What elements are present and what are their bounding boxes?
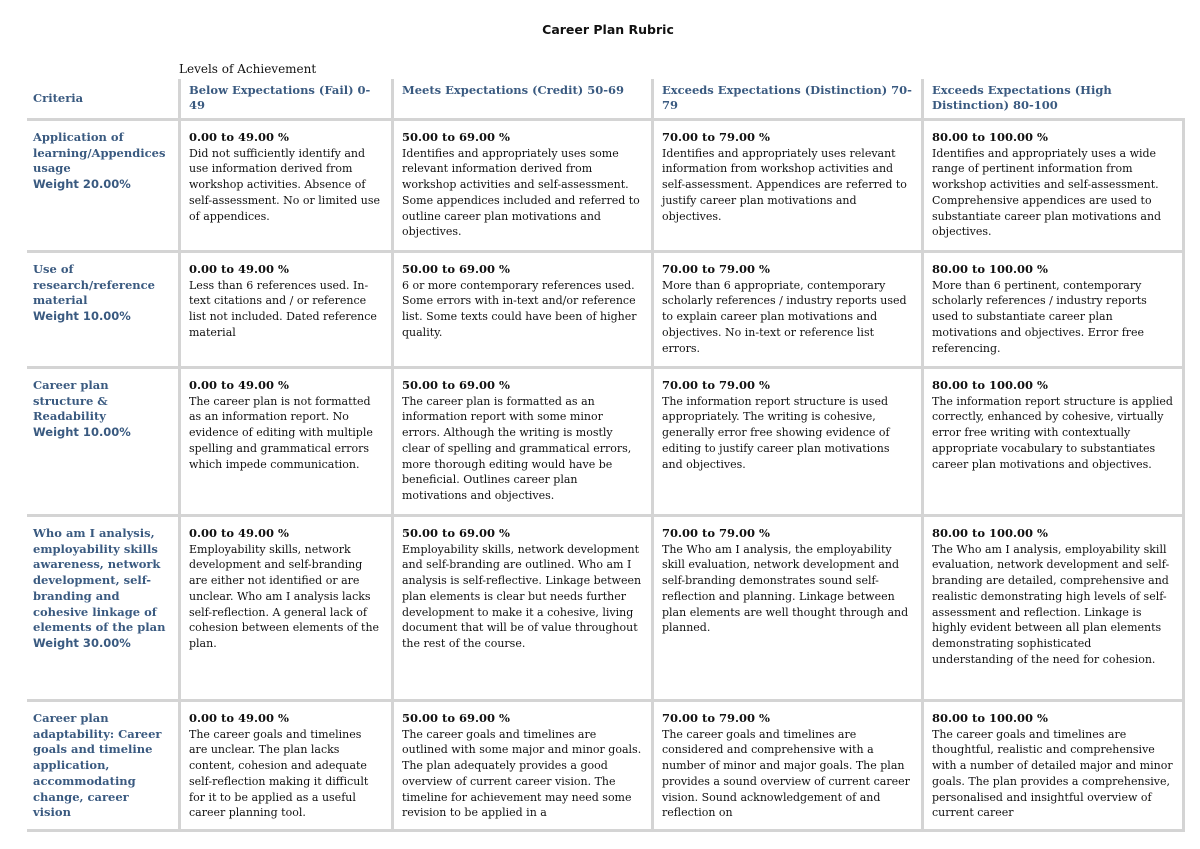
header-row: [27, 79, 1185, 121]
cell-description: Did not sufficiently identify and use information derived from workshop activities. Absence of self-assessment. No or limited use of appendices.: [189, 146, 380, 223]
rubric-cell: [651, 517, 921, 702]
criterion-cell: [27, 702, 178, 832]
cell-description: The career goals and timelines are thoughtful, realistic and comprehensive with a number of detailed major and minor goals. The plan provides a comprehensive, personalised and insightful overview of current career: [932, 727, 1173, 820]
score-range: 0.00 to 49.00 %: [189, 378, 289, 392]
score-range: 50.00 to 69.00 %: [402, 711, 510, 725]
score-range: 70.00 to 79.00 %: [662, 526, 770, 540]
rubric-cell: [651, 121, 921, 253]
criterion-weight: Weight 10.00%: [33, 425, 131, 440]
rubric-cell: [178, 517, 391, 702]
score-range: 80.00 to 100.00 %: [932, 378, 1048, 392]
rubric-cell: [391, 369, 651, 517]
score-range: 50.00 to 69.00 %: [402, 526, 510, 540]
rubric-cell: [921, 121, 1185, 253]
score-range: 70.00 to 79.00 %: [662, 378, 770, 392]
cell-description: Identifies and appropriately uses a wide range of pertinent information from workshop activities and self-assessment. Comprehensive appendices are used to substantiate career plan motivations and objectives.: [932, 146, 1162, 239]
criterion-cell: [27, 121, 178, 253]
rubric-cell: [178, 121, 391, 253]
cell-description: Employability skills, network development and self-branding are outlined. Who am I analysis is self-reflective. Linkage between plan elements is clear but needs further development to make it a cohesive, living document that will be of value throughout the rest of the course.: [402, 542, 642, 650]
rubric-cell: [921, 517, 1185, 702]
score-range: 80.00 to 100.00 %: [932, 526, 1048, 540]
rubric-cell: [651, 369, 921, 517]
cell-description: The career goals and timelines are considered and comprehensive with a number of minor and major goals. The plan provides a sound overview of current career vision. Sound acknowledgement of and reflection on: [662, 727, 910, 820]
score-range: 70.00 to 79.00 %: [662, 262, 770, 276]
level-header-high-distinction: Exceeds Expectations (High Distinction) 80-100: [921, 79, 1185, 121]
rubric-cell: [651, 253, 921, 369]
criterion-title: Career plan adaptability: Career goals and timeline application, accommodating change, career vision: [33, 711, 162, 820]
rubric-cell: [391, 253, 651, 369]
score-range: 0.00 to 49.00 %: [189, 262, 289, 276]
score-range: 80.00 to 100.00 %: [932, 130, 1048, 144]
criterion-title: Who am I analysis, employability skills awareness, network development, self-branding and cohesive linkage of elements of the plan: [33, 526, 166, 635]
score-range: 50.00 to 69.00 %: [402, 378, 510, 392]
score-range: 70.00 to 79.00 %: [662, 130, 770, 144]
criterion-title: Application of learning/Appendices usage: [33, 130, 166, 176]
criterion-weight: Weight 10.00%: [33, 309, 131, 324]
rubric-cell: [921, 253, 1185, 369]
criterion-weight: Weight 20.00%: [33, 177, 131, 192]
cell-description: Employability skills, network development and self-branding are either not identified or are unclear. Who am I analysis lacks self-reflection. A general lack of cohesion between elements of the plan.: [189, 542, 380, 650]
rubric-cell: [651, 702, 921, 832]
criterion-cell: [27, 253, 178, 369]
cell-description: The Who am I analysis, the employability skill evaluation, network development and self-branding demonstrates sound self-reflection and planning. Linkage between plan elements are well thought through and planned.: [662, 542, 909, 635]
page-title: Career Plan Rubric: [542, 22, 674, 37]
table-row: [27, 121, 1185, 253]
rubric-table: [27, 79, 1185, 832]
table-row: [27, 517, 1185, 702]
table-row: [27, 702, 1185, 832]
cell-description: The career plan is not formatted as an information report. No evidence of editing with multiple spelling and grammatical errors which impede communication.: [189, 394, 373, 471]
level-header-distinction: Exceeds Expectations (Distinction) 70-79: [651, 79, 921, 121]
cell-description: The information report structure is used appropriately. The writing is cohesive, generally error free showing evidence of editing to justify career plan motivations and objectives.: [662, 394, 890, 471]
levels-label: Levels of Achievement: [179, 62, 317, 76]
rubric-cell: [178, 253, 391, 369]
level-header-credit: Meets Expectations (Credit) 50-69: [391, 79, 651, 121]
cell-description: Less than 6 references used. In-text citations and / or reference list not included. Dated reference material: [189, 278, 377, 339]
criterion-cell: [27, 369, 178, 517]
cell-description: More than 6 appropriate, contemporary scholarly references / industry reports used to explain career plan motivations and objectives. No in-text or reference list errors.: [662, 278, 907, 355]
rubric-cell: [391, 121, 651, 253]
cell-description: The Who am I analysis, employability skill evaluation, network development and self-branding are detailed, comprehensive and realistic demonstrating high levels of self-assessment and reflection. Linkage is highly evident between all plan elements demonstrating sophisticated understanding of the need for cohesion.: [932, 542, 1170, 666]
score-range: 0.00 to 49.00 %: [189, 526, 289, 540]
score-range: 80.00 to 100.00 %: [932, 711, 1048, 725]
score-range: 70.00 to 79.00 %: [662, 711, 770, 725]
criterion-weight: Weight 30.00%: [33, 635, 131, 650]
cell-description: 6 or more contemporary references used. Some errors with in-text and/or reference list. Some texts could have been of higher quality.: [402, 278, 637, 339]
criteria-header: Criteria: [27, 79, 178, 121]
cell-description: More than 6 pertinent, contemporary scholarly references / industry reports used to substantiate career plan motivations and objectives. Error free referencing.: [932, 278, 1147, 355]
cell-description: Identifies and appropriately uses relevant information from workshop activities and self-assessment. Appendices are referred to justify career plan motivations and objectives.: [662, 146, 907, 223]
rubric-cell: [178, 369, 391, 517]
cell-description: The career plan is formatted as an information report with some minor errors. Although the writing is mostly clear of spelling and grammatical errors, more thorough editing would have be beneficial. Outlines career plan motivations and objectives.: [402, 394, 632, 502]
cell-description: The information report structure is applied correctly, enhanced by cohesive, virtually error free writing with contextually appropriate vocabulary to substantiates career plan motivations and objectives.: [932, 394, 1173, 471]
criterion-cell: [27, 517, 178, 702]
rubric-cell: [178, 702, 391, 832]
table-row: [27, 253, 1185, 369]
cell-description: Identifies and appropriately uses some relevant information derived from workshop activities and self-assessment. Some appendices included and referred to outline career plan motivations and objectives.: [402, 146, 640, 239]
score-range: 0.00 to 49.00 %: [189, 130, 289, 144]
cell-description: The career goals and timelines are unclear. The plan lacks content, cohesion and adequate self-reflection making it difficult for it to be applied as a useful career planning tool.: [189, 727, 369, 820]
rubric-cell: [391, 702, 651, 832]
score-range: 50.00 to 69.00 %: [402, 262, 510, 276]
level-header-fail: Below Expectations (Fail) 0-49: [178, 79, 391, 121]
score-range: 80.00 to 100.00 %: [932, 262, 1048, 276]
criterion-title: Use of research/reference material: [33, 262, 155, 308]
table-row: [27, 369, 1185, 517]
score-range: 50.00 to 69.00 %: [402, 130, 510, 144]
rubric-cell: [921, 702, 1185, 832]
score-range: 0.00 to 49.00 %: [189, 711, 289, 725]
rubric-cell: [391, 517, 651, 702]
cell-description: The career goals and timelines are outlined with some major and minor goals. The plan adequately provides a good overview of current career vision. The timeline for achievement may need some revision to be applied in a: [402, 727, 642, 820]
criterion-title: Career plan structure & Readability: [33, 378, 109, 424]
rubric-cell: [921, 369, 1185, 517]
